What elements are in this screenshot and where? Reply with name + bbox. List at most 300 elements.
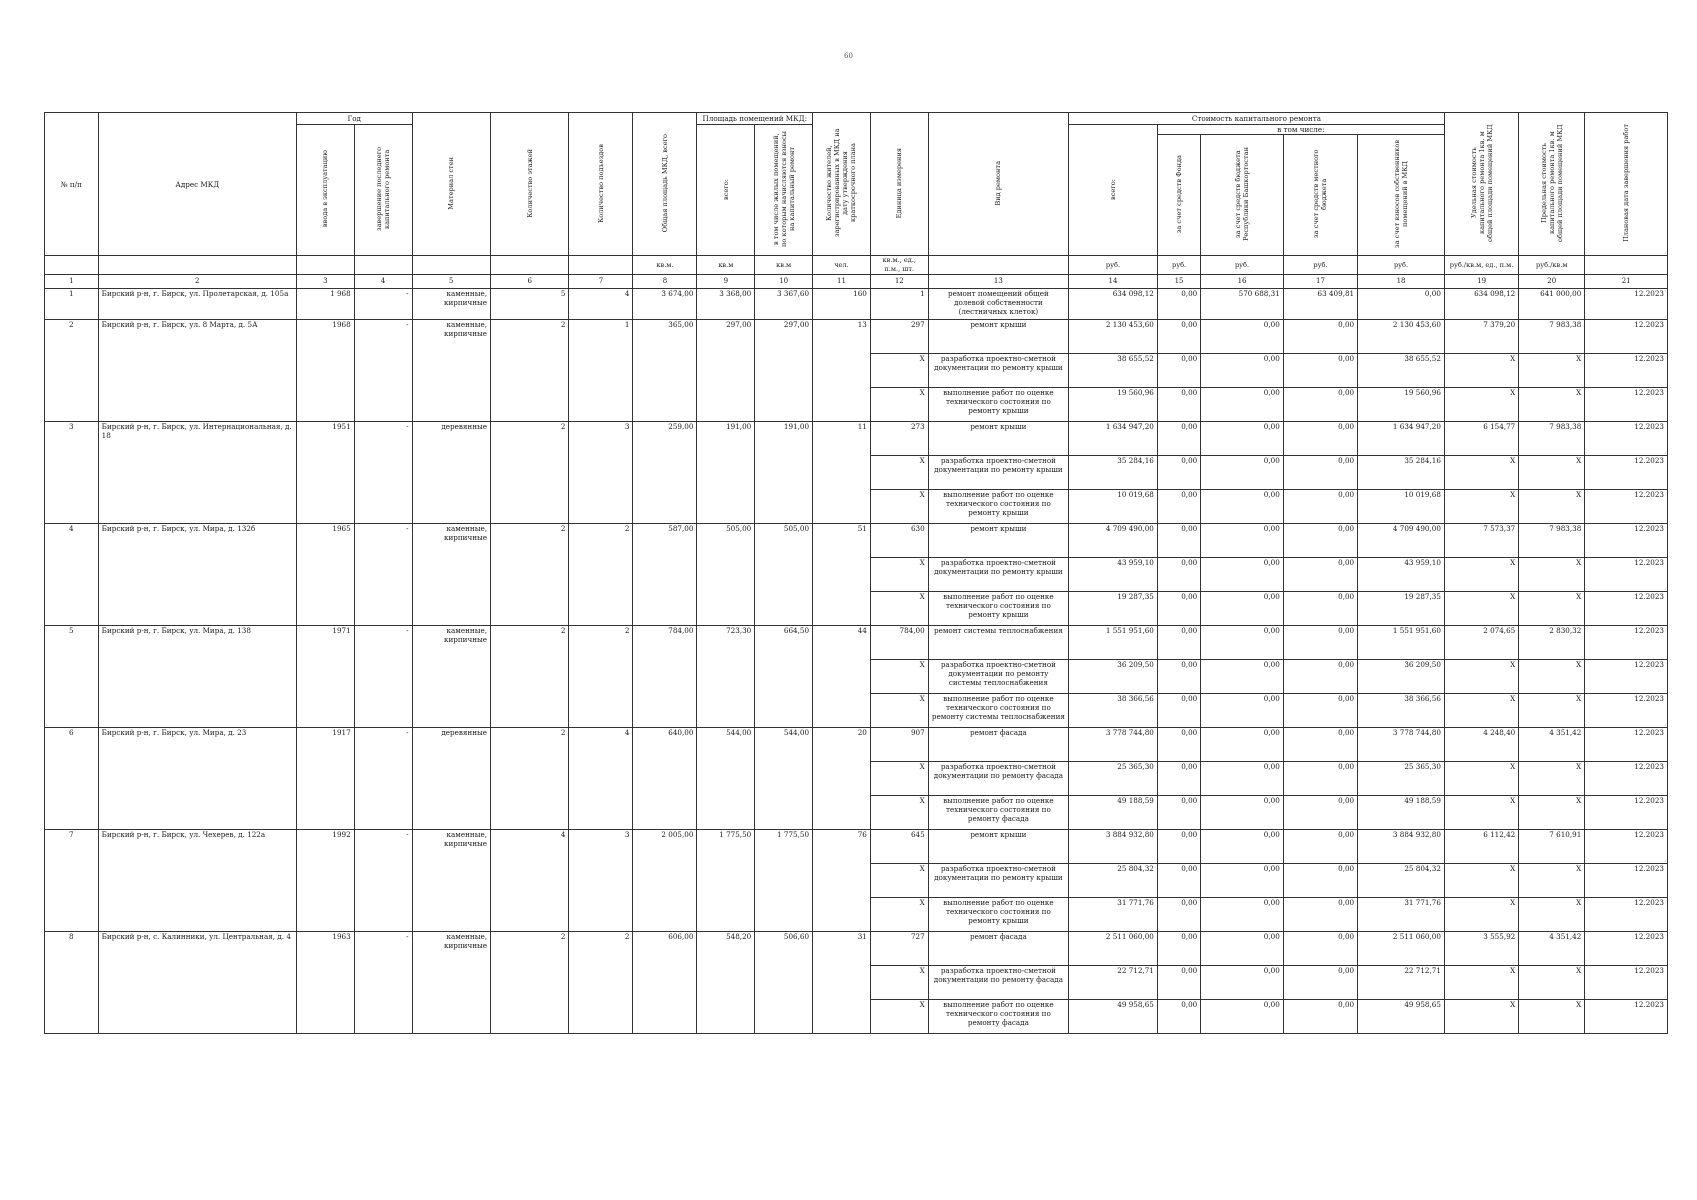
column-index: 17 <box>1283 275 1357 289</box>
year-last-repair: - <box>354 289 412 320</box>
total-area: 259,00 <box>633 422 697 524</box>
cost-local: 0,00 <box>1283 660 1357 694</box>
header-planned-date: Плановая дата завершения работ <box>1585 113 1668 256</box>
unit-cost: X <box>1444 388 1518 422</box>
residents-count: 11 <box>813 422 871 524</box>
max-cost: 641 000,00 <box>1519 289 1585 320</box>
cost-republic: 0,00 <box>1201 422 1284 456</box>
premises-fee: 505,00 <box>755 524 813 626</box>
cost-republic: 0,00 <box>1201 592 1284 626</box>
premises-total: 505,00 <box>697 524 755 626</box>
cost-total: 25 365,30 <box>1069 762 1158 796</box>
cost-owners: 36 209,50 <box>1358 660 1445 694</box>
residents-count: 44 <box>813 626 871 728</box>
cost-local: 63 409,81 <box>1283 289 1357 320</box>
year-last-repair: - <box>354 728 412 830</box>
work-type: разработка проектно-сметной документации по ремонту крыши <box>928 864 1068 898</box>
cost-owners: 35 284,16 <box>1358 456 1445 490</box>
cost-republic: 0,00 <box>1201 320 1284 354</box>
cost-total: 1 551 951,60 <box>1069 626 1158 660</box>
entrances-count: 1 <box>569 320 633 422</box>
cost-owners: 3 884 932,80 <box>1358 830 1445 864</box>
unit-residents: чел. <box>813 256 871 275</box>
header-unit-cost: Удельная стоимость капитального ремонта 1кв. м общей площади помещений МКД <box>1444 113 1518 256</box>
work-type: разработка проектно-сметной документации по ремонту крыши <box>928 558 1068 592</box>
total-area: 587,00 <box>633 524 697 626</box>
max-cost: X <box>1519 796 1585 830</box>
max-cost: X <box>1519 388 1585 422</box>
premises-total: 544,00 <box>697 728 755 830</box>
cost-republic: 0,00 <box>1201 728 1284 762</box>
cost-owners: 1 551 951,60 <box>1358 626 1445 660</box>
house-address: Бирский р-н, г. Бирск, ул. Мира, д. 132б <box>98 524 296 626</box>
header-owners: за счет взносов собственников помещений в МКД <box>1358 135 1445 256</box>
cost-republic: 0,00 <box>1201 830 1284 864</box>
year-commission: 1992 <box>296 830 354 932</box>
cost-fund: 0,00 <box>1157 694 1200 728</box>
wall-material: каменные, кирпичные <box>412 830 490 932</box>
cost-republic: 570 688,31 <box>1201 289 1284 320</box>
planned-date: 12.2023 <box>1585 660 1668 694</box>
row-number: 4 <box>45 524 99 626</box>
floors-count: 2 <box>490 524 568 626</box>
column-index: 12 <box>870 275 928 289</box>
planned-date: 12.2023 <box>1585 456 1668 490</box>
cost-total: 1 634 947,20 <box>1069 422 1158 456</box>
header-year-commission: ввода в эксплуатацию <box>296 125 354 256</box>
entrances-count: 3 <box>569 830 633 932</box>
planned-date: 12.2023 <box>1585 422 1668 456</box>
max-cost: 4 351,42 <box>1519 728 1585 762</box>
cost-owners: 1 634 947,20 <box>1358 422 1445 456</box>
residents-count: 51 <box>813 524 871 626</box>
cost-total: 634 098,12 <box>1069 289 1158 320</box>
table-row <box>45 728 1668 762</box>
house-address: Бирский р-н, с. Калинники, ул. Центральная, д. 4 <box>98 932 296 1034</box>
house-address: Бирский р-н, г. Бирск, ул. Мира, д. 23 <box>98 728 296 830</box>
cost-owners: 10 019,68 <box>1358 490 1445 524</box>
cost-owners: 43 959,10 <box>1358 558 1445 592</box>
column-index: 19 <box>1444 275 1518 289</box>
cost-fund: 0,00 <box>1157 320 1200 354</box>
row-number: 8 <box>45 932 99 1034</box>
cost-total: 49 958,65 <box>1069 1000 1158 1034</box>
column-index: 4 <box>354 275 412 289</box>
year-last-repair: - <box>354 320 412 422</box>
cost-total: 2 511 060,00 <box>1069 932 1158 966</box>
max-cost: X <box>1519 694 1585 728</box>
unit-cost: 3 555,92 <box>1444 932 1518 966</box>
planned-date: 12.2023 <box>1585 1000 1668 1034</box>
unit-fund: руб. <box>1157 256 1200 275</box>
cost-owners: 2 511 060,00 <box>1358 932 1445 966</box>
work-unit: 784,00 <box>870 626 928 660</box>
column-index: 11 <box>813 275 871 289</box>
cost-total: 25 804,32 <box>1069 864 1158 898</box>
work-unit: X <box>870 388 928 422</box>
cost-republic: 0,00 <box>1201 388 1284 422</box>
header-residents: Количество жителей, зарегистрированных в МКД на дату утверждения краткосрочного плана <box>813 113 871 256</box>
work-type: ремонт крыши <box>928 830 1068 864</box>
work-unit: X <box>870 1000 928 1034</box>
residents-count: 20 <box>813 728 871 830</box>
row-number: 1 <box>45 289 99 320</box>
premises-total: 297,00 <box>697 320 755 422</box>
residents-count: 160 <box>813 289 871 320</box>
work-type: разработка проектно-сметной документации по ремонту крыши <box>928 354 1068 388</box>
column-index: 1 <box>45 275 99 289</box>
cost-fund: 0,00 <box>1157 354 1200 388</box>
header-wall-material: Материал стен <box>412 113 490 256</box>
max-cost: 7 610,91 <box>1519 830 1585 864</box>
table-row <box>45 830 1668 864</box>
header-including: в том числе: <box>1157 125 1444 135</box>
header-npp: № п/п <box>45 113 99 256</box>
header-unit: Единица измерения <box>870 113 928 256</box>
work-unit: X <box>870 490 928 524</box>
cost-owners: 31 771,76 <box>1358 898 1445 932</box>
entrances-count: 4 <box>569 289 633 320</box>
floors-count: 2 <box>490 626 568 728</box>
unit-unit-cost: руб./кв.м, ед., п.м. <box>1444 256 1518 275</box>
unit-cost: X <box>1444 762 1518 796</box>
cost-owners: 49 188,59 <box>1358 796 1445 830</box>
cost-fund: 0,00 <box>1157 864 1200 898</box>
column-index: 13 <box>928 275 1068 289</box>
column-index: 6 <box>490 275 568 289</box>
wall-material: деревянные <box>412 422 490 524</box>
cost-total: 36 209,50 <box>1069 660 1158 694</box>
unit-owners: руб. <box>1358 256 1445 275</box>
year-commission: 1968 <box>296 320 354 422</box>
planned-date: 12.2023 <box>1585 864 1668 898</box>
work-type: разработка проектно-сметной документации по ремонту крыши <box>928 456 1068 490</box>
max-cost: X <box>1519 456 1585 490</box>
floors-count: 5 <box>490 289 568 320</box>
work-unit: 1 <box>870 289 928 320</box>
cost-total: 10 019,68 <box>1069 490 1158 524</box>
premises-fee: 664,50 <box>755 626 813 728</box>
cost-owners: 4 709 490,00 <box>1358 524 1445 558</box>
cost-republic: 0,00 <box>1201 796 1284 830</box>
premises-fee: 297,00 <box>755 320 813 422</box>
unit-cost: X <box>1444 490 1518 524</box>
cost-republic: 0,00 <box>1201 456 1284 490</box>
cost-local: 0,00 <box>1283 388 1357 422</box>
planned-date: 12.2023 <box>1585 289 1668 320</box>
max-cost: 7 983,38 <box>1519 524 1585 558</box>
year-last-repair: - <box>354 626 412 728</box>
house-address: Бирский р-н, г. Бирск, ул. Пролетарская, д. 105а <box>98 289 296 320</box>
column-index: 18 <box>1358 275 1445 289</box>
repair-plan-sheet <box>44 112 1668 1034</box>
cost-local: 0,00 <box>1283 796 1357 830</box>
cost-fund: 0,00 <box>1157 762 1200 796</box>
house-address: Бирский р-н, г. Бирск, ул. Мира, д. 138 <box>98 626 296 728</box>
cost-local: 0,00 <box>1283 354 1357 388</box>
unit-premises-fee: кв.м <box>755 256 813 275</box>
header-year-last-repair: завершение последнего капитального ремонта <box>354 125 412 256</box>
total-area: 784,00 <box>633 626 697 728</box>
planned-date: 12.2023 <box>1585 694 1668 728</box>
table-row <box>45 524 1668 558</box>
unit-cost: 6 154,77 <box>1444 422 1518 456</box>
cost-republic: 0,00 <box>1201 694 1284 728</box>
table-row <box>45 289 1668 320</box>
planned-date: 12.2023 <box>1585 830 1668 864</box>
cost-republic: 0,00 <box>1201 558 1284 592</box>
unit-cost: X <box>1444 660 1518 694</box>
cost-local: 0,00 <box>1283 1000 1357 1034</box>
cost-republic: 0,00 <box>1201 864 1284 898</box>
cost-republic: 0,00 <box>1201 524 1284 558</box>
planned-date: 12.2023 <box>1585 592 1668 626</box>
premises-total: 3 368,00 <box>697 289 755 320</box>
house-address: Бирский р-н, г. Бирск, ул. 8 Марта, д. 5А <box>98 320 296 422</box>
entrances-count: 4 <box>569 728 633 830</box>
premises-fee: 544,00 <box>755 728 813 830</box>
column-index: 14 <box>1069 275 1158 289</box>
planned-date: 12.2023 <box>1585 898 1668 932</box>
cost-fund: 0,00 <box>1157 456 1200 490</box>
cost-republic: 0,00 <box>1201 626 1284 660</box>
work-type: ремонт крыши <box>928 524 1068 558</box>
max-cost: X <box>1519 660 1585 694</box>
year-last-repair: - <box>354 524 412 626</box>
planned-date: 12.2023 <box>1585 932 1668 966</box>
cost-fund: 0,00 <box>1157 796 1200 830</box>
premises-total: 548,20 <box>697 932 755 1034</box>
unit-total-area: кв.м. <box>633 256 697 275</box>
cost-republic: 0,00 <box>1201 490 1284 524</box>
year-commission: 1965 <box>296 524 354 626</box>
cost-total: 35 284,16 <box>1069 456 1158 490</box>
work-unit: 727 <box>870 932 928 966</box>
max-cost: X <box>1519 864 1585 898</box>
work-type: выполнение работ по оценке технического состояния по ремонту фасада <box>928 796 1068 830</box>
work-type: ремонт крыши <box>928 320 1068 354</box>
planned-date: 12.2023 <box>1585 796 1668 830</box>
work-unit: 645 <box>870 830 928 864</box>
cost-owners: 25 804,32 <box>1358 864 1445 898</box>
wall-material: каменные, кирпичные <box>412 289 490 320</box>
unit-cost: X <box>1444 354 1518 388</box>
premises-fee: 506,60 <box>755 932 813 1034</box>
premises-total: 1 775,50 <box>697 830 755 932</box>
header-premises-area: Площадь помещений МКД: <box>697 113 813 125</box>
year-last-repair: - <box>354 422 412 524</box>
residents-count: 31 <box>813 932 871 1034</box>
unit-premises-total: кв.м <box>697 256 755 275</box>
cost-fund: 0,00 <box>1157 289 1200 320</box>
cost-fund: 0,00 <box>1157 660 1200 694</box>
cost-local: 0,00 <box>1283 626 1357 660</box>
work-type: выполнение работ по оценке технического состояния по ремонту системы теплоснабжения <box>928 694 1068 728</box>
header-max-cost: Предельная стоимость капитального ремонта 1кв. м общей площади помещений МКД <box>1519 113 1585 256</box>
total-area: 3 674,00 <box>633 289 697 320</box>
column-index: 3 <box>296 275 354 289</box>
planned-date: 12.2023 <box>1585 354 1668 388</box>
year-commission: 1917 <box>296 728 354 830</box>
work-unit: 297 <box>870 320 928 354</box>
unit-cost: X <box>1444 864 1518 898</box>
work-unit: X <box>870 592 928 626</box>
work-unit: 907 <box>870 728 928 762</box>
cost-owners: 22 712,71 <box>1358 966 1445 1000</box>
work-unit: X <box>870 762 928 796</box>
work-type: выполнение работ по оценке технического состояния по ремонту крыши <box>928 388 1068 422</box>
cost-local: 0,00 <box>1283 864 1357 898</box>
row-number: 7 <box>45 830 99 932</box>
row-number: 5 <box>45 626 99 728</box>
cost-fund: 0,00 <box>1157 830 1200 864</box>
cost-fund: 0,00 <box>1157 728 1200 762</box>
wall-material: каменные, кирпичные <box>412 320 490 422</box>
max-cost: X <box>1519 354 1585 388</box>
header-entrances: Количество подъездов <box>569 113 633 256</box>
cost-fund: 0,00 <box>1157 1000 1200 1034</box>
cost-local: 0,00 <box>1283 592 1357 626</box>
work-type: ремонт фасада <box>928 728 1068 762</box>
max-cost: X <box>1519 490 1585 524</box>
table-row <box>45 626 1668 660</box>
year-commission: 1963 <box>296 932 354 1034</box>
cost-fund: 0,00 <box>1157 388 1200 422</box>
cost-local: 0,00 <box>1283 694 1357 728</box>
max-cost: X <box>1519 558 1585 592</box>
cost-local: 0,00 <box>1283 728 1357 762</box>
total-area: 2 005,00 <box>633 830 697 932</box>
column-index-row <box>45 275 1668 289</box>
work-type: выполнение работ по оценке технического состояния по ремонту крыши <box>928 592 1068 626</box>
cost-republic: 0,00 <box>1201 966 1284 1000</box>
header-local: за счет средств местного бюджета <box>1283 135 1357 256</box>
cost-total: 31 771,76 <box>1069 898 1158 932</box>
repair-plan-table <box>44 112 1668 1034</box>
page-number: 60 <box>844 52 853 60</box>
cost-fund: 0,00 <box>1157 558 1200 592</box>
work-unit: X <box>870 694 928 728</box>
header-address: Адрес МКД <box>98 113 296 256</box>
header-total-area: Общая площадь МКД, всего <box>633 113 697 256</box>
unit-cost: X <box>1444 966 1518 1000</box>
cost-owners: 38 366,56 <box>1358 694 1445 728</box>
entrances-count: 3 <box>569 422 633 524</box>
cost-fund: 0,00 <box>1157 524 1200 558</box>
cost-local: 0,00 <box>1283 558 1357 592</box>
cost-local: 0,00 <box>1283 932 1357 966</box>
work-unit: 273 <box>870 422 928 456</box>
wall-material: каменные, кирпичные <box>412 524 490 626</box>
unit-republic: руб. <box>1201 256 1284 275</box>
table-row <box>45 422 1668 456</box>
max-cost: 7 983,38 <box>1519 422 1585 456</box>
cost-local: 0,00 <box>1283 524 1357 558</box>
unit-cost: X <box>1444 796 1518 830</box>
work-unit: X <box>870 864 928 898</box>
cost-republic: 0,00 <box>1201 762 1284 796</box>
cost-local: 0,00 <box>1283 898 1357 932</box>
year-last-repair: - <box>354 830 412 932</box>
work-unit: X <box>870 796 928 830</box>
planned-date: 12.2023 <box>1585 490 1668 524</box>
unit-cost: X <box>1444 558 1518 592</box>
cost-republic: 0,00 <box>1201 1000 1284 1034</box>
unit-cost: 634 098,12 <box>1444 289 1518 320</box>
max-cost: X <box>1519 1000 1585 1034</box>
work-unit: X <box>870 966 928 1000</box>
max-cost: 7 983,38 <box>1519 320 1585 354</box>
header-work-type: Вид ремонта <box>928 113 1068 256</box>
unit-cost: 6 112,42 <box>1444 830 1518 864</box>
entrances-count: 2 <box>569 932 633 1034</box>
house-address: Бирский р-н, г. Бирск, ул. Чехерев, д. 122а <box>98 830 296 932</box>
work-type: выполнение работ по оценке технического состояния по ремонту крыши <box>928 898 1068 932</box>
column-index: 2 <box>98 275 296 289</box>
planned-date: 12.2023 <box>1585 558 1668 592</box>
planned-date: 12.2023 <box>1585 524 1668 558</box>
unit-cost: X <box>1444 694 1518 728</box>
cost-total: 4 709 490,00 <box>1069 524 1158 558</box>
floors-count: 2 <box>490 728 568 830</box>
year-last-repair: - <box>354 932 412 1034</box>
header-premises-total: всего: <box>697 125 755 256</box>
cost-owners: 19 287,35 <box>1358 592 1445 626</box>
total-area: 640,00 <box>633 728 697 830</box>
column-index: 10 <box>755 275 813 289</box>
unit-cost: 2 074,65 <box>1444 626 1518 660</box>
header-republic: за счет средств бюджета Республики Башкортостан <box>1201 135 1284 256</box>
cost-total: 19 560,96 <box>1069 388 1158 422</box>
work-type: разработка проектно-сметной документации по ремонту фасада <box>928 762 1068 796</box>
year-commission: 1971 <box>296 626 354 728</box>
unit-max-cost: руб./кв.м <box>1519 256 1585 275</box>
residents-count: 76 <box>813 830 871 932</box>
premises-fee: 1 775,50 <box>755 830 813 932</box>
column-index: 20 <box>1519 275 1585 289</box>
unit-cost: X <box>1444 898 1518 932</box>
house-address: Бирский р-н, г. Бирск, ул. Интернациональная, д. 18 <box>98 422 296 524</box>
cost-local: 0,00 <box>1283 830 1357 864</box>
column-index: 16 <box>1201 275 1284 289</box>
cost-total: 3 884 932,80 <box>1069 830 1158 864</box>
wall-material: каменные, кирпичные <box>412 932 490 1034</box>
planned-date: 12.2023 <box>1585 388 1668 422</box>
work-type: разработка проектно-сметной документации по ремонту фасада <box>928 966 1068 1000</box>
cost-fund: 0,00 <box>1157 422 1200 456</box>
max-cost: 2 830,32 <box>1519 626 1585 660</box>
floors-count: 2 <box>490 320 568 422</box>
cost-owners: 2 130 453,60 <box>1358 320 1445 354</box>
entrances-count: 2 <box>569 626 633 728</box>
work-type: разработка проектно-сметной документации по ремонту системы теплоснабжения <box>928 660 1068 694</box>
premises-total: 723,30 <box>697 626 755 728</box>
cost-total: 49 188,59 <box>1069 796 1158 830</box>
work-type: ремонт крыши <box>928 422 1068 456</box>
work-type: ремонт помещений общей долевой собственности (лестничных клеток) <box>928 289 1068 320</box>
planned-date: 12.2023 <box>1585 728 1668 762</box>
cost-local: 0,00 <box>1283 456 1357 490</box>
cost-owners: 3 778 744,80 <box>1358 728 1445 762</box>
cost-total: 38 655,52 <box>1069 354 1158 388</box>
work-unit: X <box>870 456 928 490</box>
cost-total: 19 287,35 <box>1069 592 1158 626</box>
cost-owners: 49 958,65 <box>1358 1000 1445 1034</box>
plan-body <box>45 289 1668 1034</box>
cost-republic: 0,00 <box>1201 354 1284 388</box>
column-index: 15 <box>1157 275 1200 289</box>
cost-owners: 25 365,30 <box>1358 762 1445 796</box>
